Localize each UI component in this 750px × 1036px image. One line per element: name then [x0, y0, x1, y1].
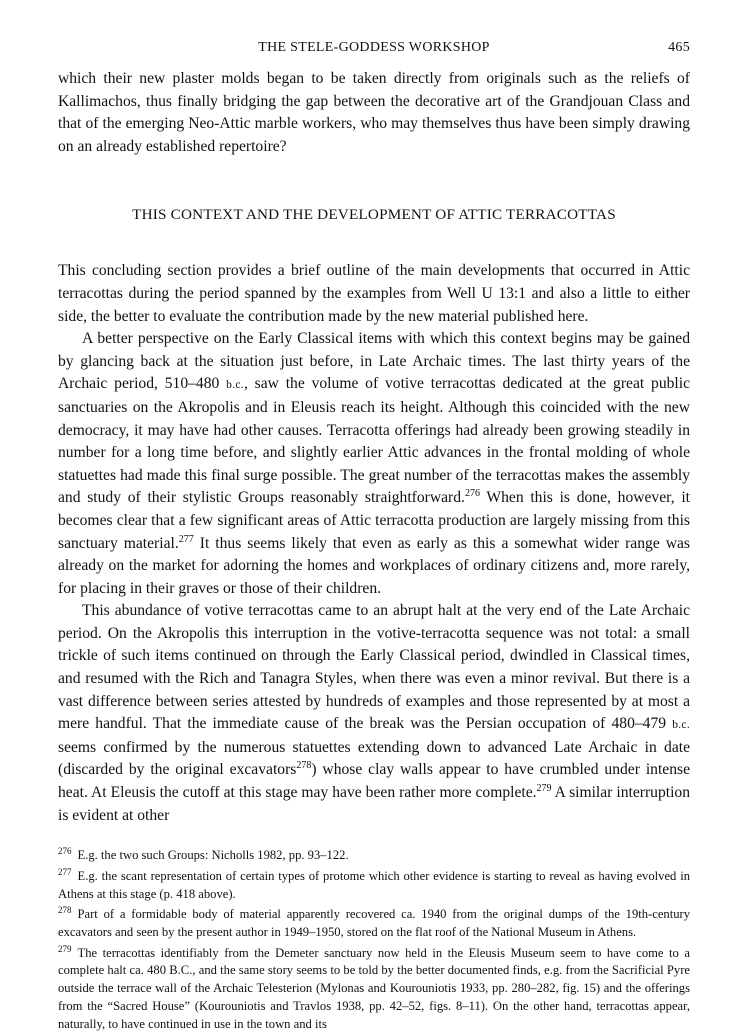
footnote-number: 276: [58, 846, 72, 857]
page: [58, 40, 690, 1036]
era-abbreviation: b.c.: [672, 719, 690, 732]
footnote-reference-279[interactable]: 279: [536, 783, 552, 795]
footnote-number: 277: [58, 866, 72, 877]
footnote-277: [58, 868, 690, 903]
footnote-reference-276[interactable]: 276: [464, 488, 480, 500]
footnote-number: 278: [58, 905, 72, 916]
paragraph-2: [58, 328, 690, 600]
paragraph-2-text: , saw the volume of votive terracottas dedicated at the great public sanctuaries on the Akropolis and in Eleusis reach its height. Although this coincided with the new democracy, it may have had other causes. Terracotta offerings had already been growing steadily in number for a long time before, and slightly earlier Attic advances in the frontal molding of whole statuettes had made this final surge possible. The great number of the terracottas makes the assembly and study of their stylistic Groups reasonably straightforward.: [58, 375, 690, 507]
paragraph-3-text: This abundance of votive terracottas came to an abrupt halt at the very end of the Late Archaic period. On the Akropolis this interruption in the votive-terracotta sequence was not total: a small trickle of such items continued on through the Early Classical period, dwindled in Classical times, and resumed with the Rich and Tanagra Styles, when there was even a minor revival. But there is a vast difference between series attested by hundreds of examples and those represented by at most a mere handful. That the immediate cause of the break was the Persian occupation of 480–479: [58, 602, 690, 733]
footnote-text: E.g. the two such Groups: Nicholls 1982, pp. 93–122.: [77, 848, 349, 863]
running-title: THE STELE-GODDESS WORKSHOP: [258, 40, 490, 55]
footnote-reference-277[interactable]: 277: [178, 533, 194, 545]
footnote-279: [58, 945, 690, 1034]
paragraph-2-text: A better perspective on the Early Classical items with which this context begins may be gained by glancing back at the situation just before, in Late Archaic times. The last thirty years of the Archaic period, 510–480: [58, 330, 690, 393]
footnote-text: The terracottas identifiably from the Demeter sanctuary now held in the Eleusis Museum seem to have come to a complete halt ca. 480 B.C., and the same story seems to be told by the better documented finds, e.g. from the Sacrificial Pyre outside the terrace wall of the Archaic Telesterion (Mylonas and Kourouniotis 1933, pp. 280–282, fig. 15) and the offerings from the “Sacred House” (Kourouniotis and Travlos 1938, pp. 42–52, figs. 8–11). On the other hand, terracottas appear, naturally, to have continued in use in the town and its: [58, 945, 690, 1031]
paragraph-2-text: When this is done, however, it becomes clear that a few significant areas of Attic terracotta production are largely missing from this sanctuary material.: [58, 489, 690, 552]
body-text: [58, 68, 690, 827]
paragraph-3-text: A similar interruption is evident at other: [58, 784, 690, 824]
running-head: [58, 40, 690, 62]
paragraph-1: This concluding section provides a brief outline of the main developments that occurred in Attic terracottas during the period spanned by the examples from Well U 13:1 and also a little to either side, the better to evaluate the contribution made by the new material published here.: [58, 262, 690, 325]
paragraph-3: [58, 600, 690, 827]
paragraph-3-text: seems confirmed by the numerous statuettes extending down to advanced Late Archaic in date (discarded by the original excavators: [58, 738, 690, 779]
footnote-number: 279: [58, 943, 72, 954]
opening-paragraph: which their new plaster molds began to be taken directly from originals such as the reliefs of Kallimachos, thus finally bridging the gap between the decorative art of the Grandjouan Class and that of the emerging Neo-Attic marble workers, who may themselves thus have been simply drawing on an already established repertoire?: [58, 70, 690, 155]
footnotes: [58, 847, 690, 1033]
paragraph-2-text: It thus seems likely that even as early as this a somewhat wider range was already on the market for adorning the homes and workplaces of ordinary citizens and, more rarely, for placing in their graves or those of their children.: [58, 534, 690, 597]
section-heading: THIS CONTEXT AND THE DEVELOPMENT OF ATTIC TERRACOTTAS: [132, 206, 616, 224]
footnote-278: [58, 906, 690, 941]
page-number: 465: [668, 40, 690, 55]
footnote-text: E.g. the scant representation of certain types of protome which other evidence is starting to reveal as having evolved in Athens at this stage (p. 418 above).: [58, 868, 690, 901]
footnote-reference-278[interactable]: 278: [296, 760, 312, 772]
footnote-276: [58, 847, 690, 865]
era-abbreviation: b.c.: [226, 379, 244, 392]
paragraph-3-text: ) whose clay walls appear to have crumbled under intense heat. At Eleusis the cutoff at this stage may have been rather more complete.: [58, 761, 690, 802]
footnote-text: Part of a formidable body of material apparently recovered ca. 1940 from the original dumps of the 19th-century excavators and seen by the present author in 1949–1950, stored on the flat roof of the National Museum in Athens.: [58, 907, 690, 940]
